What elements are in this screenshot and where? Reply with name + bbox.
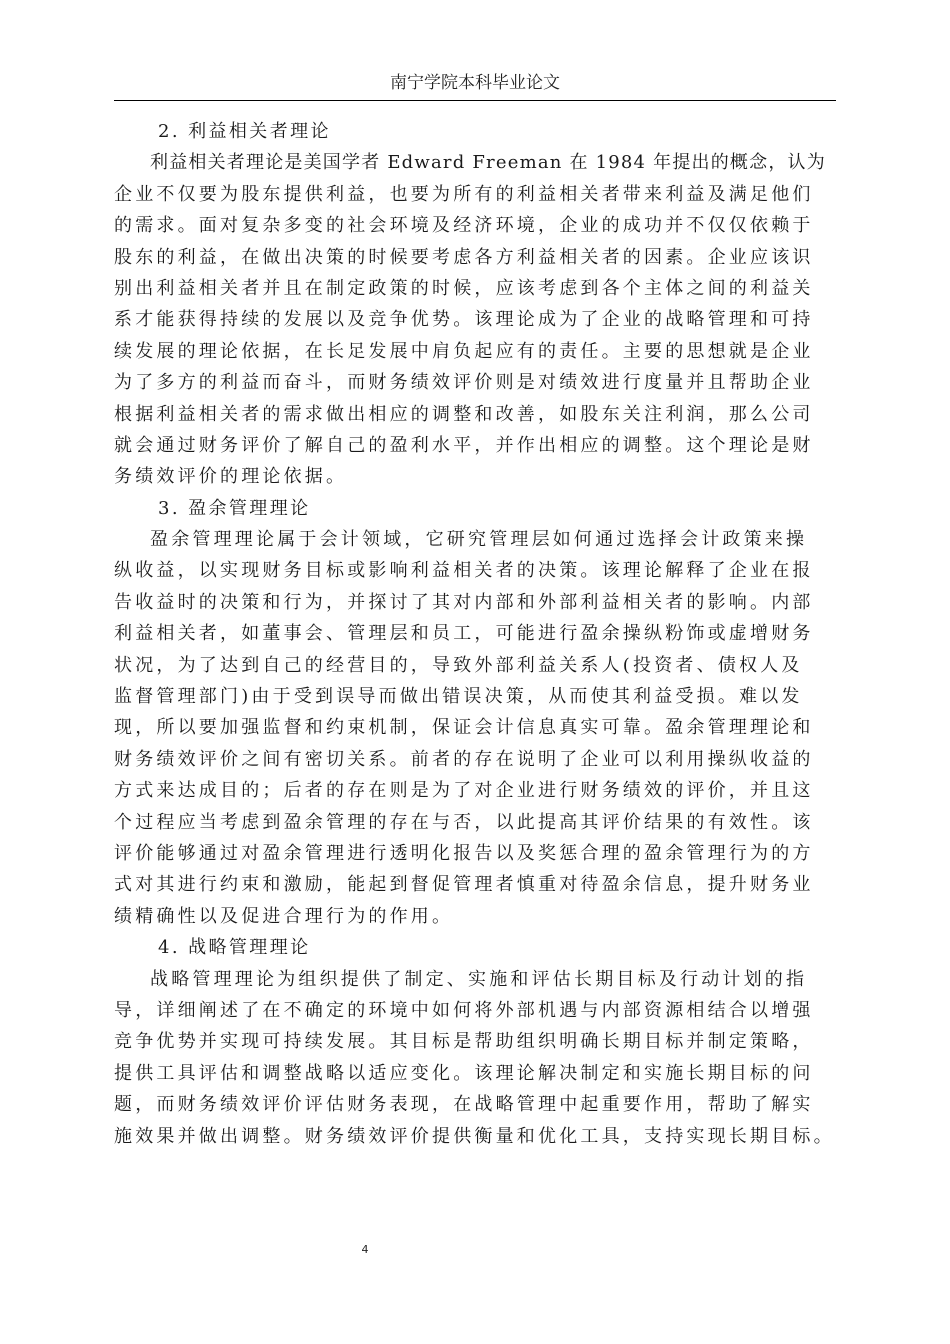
paragraph-line: 导，详细阐述了在不确定的环境中如何将外部机遇与内部资源相结合以增强 <box>114 999 814 1021</box>
paragraph-line: 利益相关者，如董事会、管理层和员工，可能进行盈余操纵粉饰或虚增财务 <box>114 623 814 645</box>
paragraph-line: 的需求。面对复杂多变的社会环境及经济环境，企业的成功并不仅仅依赖于 <box>114 215 814 237</box>
page-number: 4 <box>361 1243 369 1256</box>
paragraph-line: 纵收益，以实现财务目标或影响利益相关者的决策。该理论解释了企业在报 <box>114 560 814 582</box>
paragraph-line: 利益相关者理论是美国学者 Edward Freeman 在 1984 年提出的概念，认为 <box>150 152 826 174</box>
body-text <box>114 116 836 1152</box>
paragraph-line: 现，所以要加强监督和约束机制，保证会计信息真实可靠。盈余管理理论和 <box>114 717 814 739</box>
page-header-title: 南宁学院本科毕业论文 <box>390 73 560 93</box>
paragraph-line: 战略管理理论为组织提供了制定、实施和评估长期目标及行动计划的指 <box>150 968 808 990</box>
paragraph-line: 股东的利益，在做出决策的时候要考虑各方利益相关者的因素。企业应该识 <box>114 246 814 268</box>
paragraph-line: 式对其进行约束和激励，能起到督促管理者慎重对待盈余信息，提升财务业 <box>114 874 814 896</box>
paragraph-line: 别出利益相关者并且在制定政策的时候，应该考虑到各个主体之间的利益关 <box>114 277 814 299</box>
paragraph-line: 务绩效评价的理论依据。 <box>114 466 348 488</box>
paragraph-line: 系才能获得持续的发展以及竞争优势。该理论成为了企业的战略管理和可持 <box>114 309 814 331</box>
header-divider <box>114 100 836 101</box>
paragraph-line: 监督管理部门)由于受到误导而做出错误决策，从而使其利益受损。难以发 <box>114 686 803 708</box>
paragraph-line: 告收益时的决策和行为，并探讨了其对内部和外部利益相关者的影响。内部 <box>114 591 814 613</box>
paragraph-line: 续发展的理论依据，在长足发展中肩负起应有的责任。主要的思想就是企业 <box>114 340 814 362</box>
section-heading: 4. 战略管理理论 <box>158 937 311 959</box>
paragraph-line: 状况，为了达到自己的经营目的，导致外部利益关系人(投资者、债权人及 <box>114 654 803 676</box>
paragraph-line: 盈余管理理论属于会计领域，它研究管理层如何通过选择会计政策来操 <box>150 529 808 551</box>
paragraph-line: 根据利益相关者的需求做出相应的调整和改善，如股东关注利润，那么公司 <box>114 403 814 425</box>
paragraph-line: 绩精确性以及促进合理行为的作用。 <box>114 905 454 927</box>
section-heading: 2. 利益相关者理论 <box>158 121 331 142</box>
paragraph-line: 提供工具评估和调整战略以适应变化。该理论解决制定和实施长期目标的问 <box>114 1062 814 1084</box>
paragraph-line: 施效果并做出调整。财务绩效评价提供衡量和优化工具，支持实现长期目标。 <box>114 1125 835 1147</box>
paragraph-line: 财务绩效评价之间有密切关系。前者的存在说明了企业可以利用操纵收益的 <box>114 748 814 770</box>
paragraph-line: 个过程应当考虑到盈余管理的存在与否，以此提高其评价结果的有效性。该 <box>114 811 814 833</box>
paragraph-line: 就会通过财务评价了解自己的盈利水平，并作出相应的调整。这个理论是财 <box>114 434 814 456</box>
section-heading: 3. 盈余管理理论 <box>158 497 311 519</box>
paragraph-line: 评价能够通过对盈余管理进行透明化报告以及奖惩合理的盈余管理行为的方 <box>114 842 814 864</box>
paragraph-line: 为了多方的利益而奋斗，而财务绩效评价则是对绩效进行度量并且帮助企业 <box>114 372 814 394</box>
paragraph-line: 企业不仅要为股东提供利益，也要为所有的利益相关者带来利益及满足他们 <box>114 183 814 205</box>
paragraph-line: 方式来达成目的；后者的存在则是为了对企业进行财务绩效的评价，并且这 <box>114 780 814 802</box>
paragraph-line: 题，而财务绩效评价评估财务表现，在战略管理中起重要作用，帮助了解实 <box>114 1094 814 1116</box>
paragraph-line: 竞争优势并实现可持续发展。其目标是帮助组织明确长期目标并制定策略， <box>114 1031 814 1053</box>
